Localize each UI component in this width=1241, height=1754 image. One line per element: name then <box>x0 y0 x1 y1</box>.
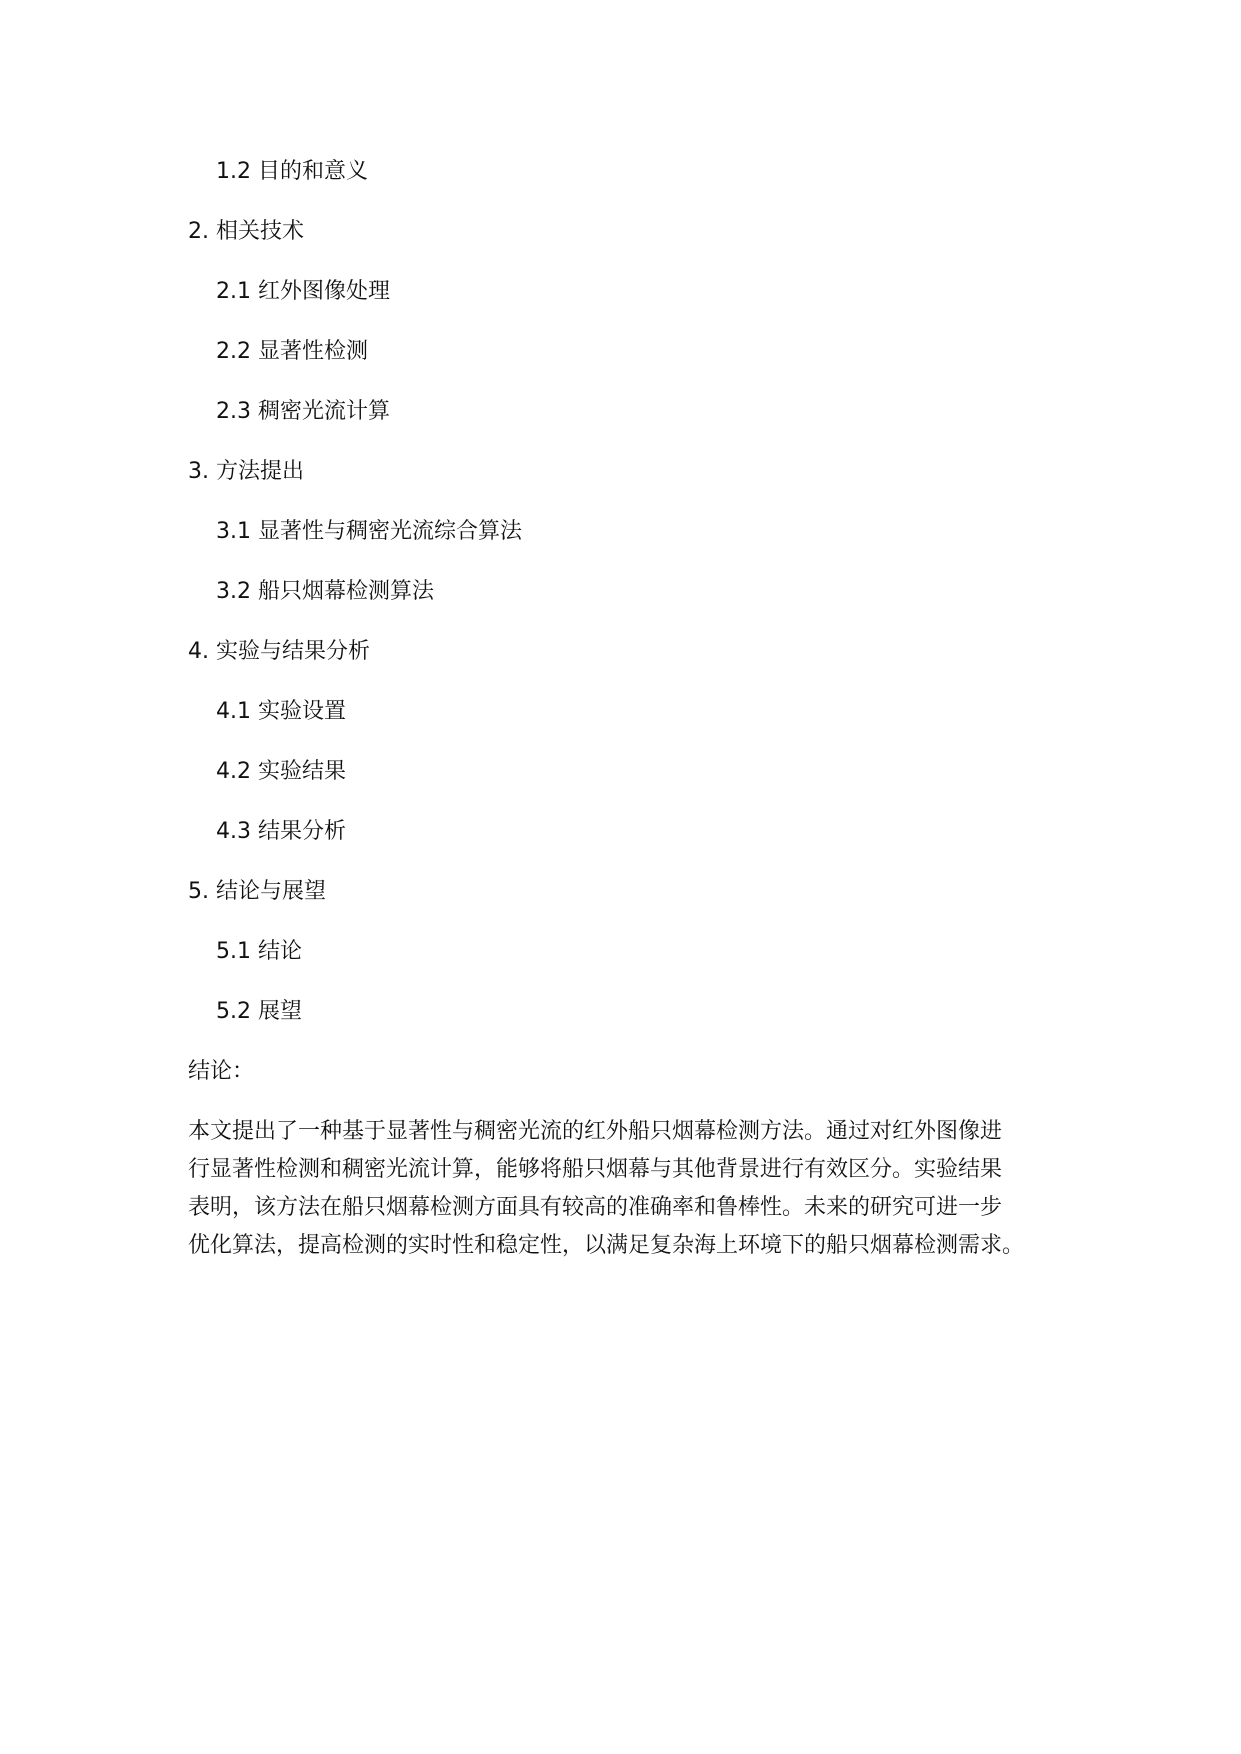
toc-section-5: 5. 结论与展望 <box>188 879 326 904</box>
toc-item-5-1: 5.1 结论 <box>216 939 302 964</box>
toc-item-4-1: 4.1 实验设置 <box>216 699 346 724</box>
conclusion-line: 表明，该方法在船只烟幕检测方面具有较高的准确率和鲁棒性。未来的研究可进一步 <box>188 1195 1003 1220</box>
toc-item-4-3: 4.3 结果分析 <box>216 819 346 844</box>
toc-section-3: 3. 方法提出 <box>188 459 304 484</box>
conclusion-line: 本文提出了一种基于显著性与稠密光流的红外船只烟幕检测方法。通过对红外图像进 <box>188 1119 1003 1144</box>
conclusion-line: 优化算法，提高检测的实时性和稳定性，以满足复杂海上环境下的船只烟幕检测需求。 <box>188 1233 1025 1258</box>
toc-item-2-3: 2.3 稠密光流计算 <box>216 399 390 424</box>
toc-item-3-2: 3.2 船只烟幕检测算法 <box>216 579 434 604</box>
toc-section-2: 2. 相关技术 <box>188 219 304 244</box>
toc-section-4: 4. 实验与结果分析 <box>188 639 370 664</box>
conclusion-line: 行显著性检测和稠密光流计算，能够将船只烟幕与其他背景进行有效区分。实验结果 <box>188 1157 1003 1182</box>
toc-item-2-1: 2.1 红外图像处理 <box>216 279 390 304</box>
toc-item-5-2: 5.2 展望 <box>216 999 302 1024</box>
toc-item-2-2: 2.2 显著性检测 <box>216 339 368 364</box>
toc-item-3-1: 3.1 显著性与稠密光流综合算法 <box>216 519 522 544</box>
toc-item-1-2: 1.2 目的和意义 <box>216 159 368 184</box>
toc-item-4-2: 4.2 实验结果 <box>216 759 346 784</box>
conclusion-heading: 结论： <box>188 1059 255 1084</box>
